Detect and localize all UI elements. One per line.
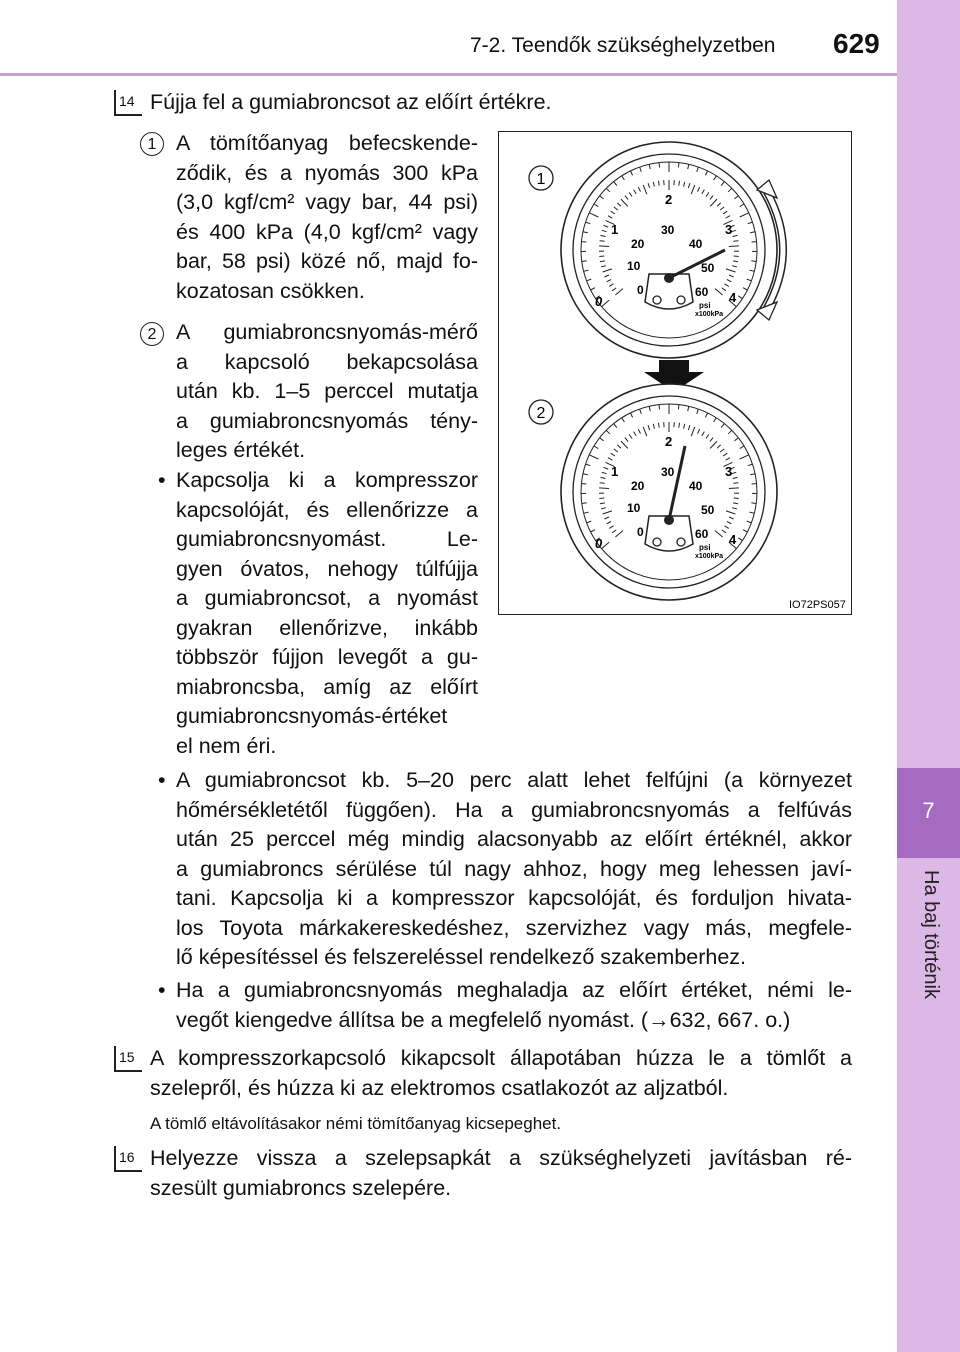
gauge-tick <box>733 483 738 484</box>
gauge-label: 3 <box>725 464 733 479</box>
gauge-tick <box>599 488 609 489</box>
step-14-marker: 14 <box>114 90 142 116</box>
section-title: 7-2. Teendők szükséghelyzetben <box>470 34 776 57</box>
gauge-label: 0 <box>595 294 603 309</box>
gauge-label: 50 <box>701 261 715 275</box>
gauge-tick <box>599 246 609 247</box>
item-1-text <box>176 129 478 306</box>
gauge-label: 4 <box>729 290 737 305</box>
gauge-label: 0 <box>637 525 644 539</box>
bullet-2-line: után 25 perccel még mindig alacsonyabb az előírt értéknél, akkor <box>176 827 852 851</box>
gauge-tick <box>659 423 660 428</box>
bullet-2-line: a gumiabroncs sérülése túl nagy ahhoz, hogy meg lehessen javí- <box>176 856 852 881</box>
gauge-label: 10 <box>627 259 641 273</box>
bullet-1-line: gyen óvatos, nehogy túlfújja <box>176 556 478 581</box>
gauge-label: 1 <box>611 464 619 479</box>
step-15-line: szelepről, és húzza ki az elektromos csatlakozót az aljzatból. <box>150 1075 729 1100</box>
step-15-note: A tömlő eltávolításakor némi tömítőanyag kicsepeghet. <box>150 1114 562 1133</box>
header-rule <box>0 73 897 76</box>
gauge-label: 60 <box>695 527 709 541</box>
step-14-title: Fújja fel a gumiabroncsot az előírt értékre. <box>150 90 552 114</box>
unit-kpa: x100kPa <box>695 311 724 318</box>
gauge-label: 50 <box>701 503 715 517</box>
item-1-line: bar, 58 psi) közé nő, majd fo- <box>176 249 478 273</box>
bullet-3-text <box>176 976 852 1035</box>
gauge-tick <box>659 163 660 168</box>
bullet-1-line: kapcsolóját, és ellenőrizze a <box>176 497 478 522</box>
chapter-title-tab <box>910 870 950 1020</box>
bullet-1-line: Kapcsolja ki a kompresszor <box>176 468 478 492</box>
step-16-marker: 16 <box>114 1146 142 1172</box>
item-2-text <box>176 318 478 466</box>
bullet-1-line: gyakran ellenőrizve, inkább <box>176 615 478 640</box>
bullet-1-line: miabroncsba, amíg az előírt <box>176 674 478 699</box>
gauge-tick <box>733 241 738 242</box>
callout-2: 2 <box>536 405 546 422</box>
gauge-tick <box>734 498 739 499</box>
chapter-number-tab <box>897 768 960 858</box>
gauge-label: 20 <box>631 479 645 493</box>
gauge-label: 3 <box>725 222 733 237</box>
gauge-tick <box>599 498 604 499</box>
gauge-label: 40 <box>689 237 703 251</box>
chapter-title: Ha baj történik <box>920 870 942 999</box>
gauge-label: 60 <box>695 285 709 299</box>
bullet-2-line: los Toyota márkakereskedéshez, szervizhez vagy más, megfele- <box>176 915 852 940</box>
step-15-marker: 15 <box>114 1046 142 1072</box>
figure-code: IO72PS057 <box>789 599 846 611</box>
gauge-1 <box>561 142 777 358</box>
gauge-tick <box>659 405 660 410</box>
item-2-marker: 2 <box>140 322 164 346</box>
item-1-marker: 1 <box>140 132 164 156</box>
unit-psi: psi <box>699 543 711 552</box>
step-15-text <box>150 1044 852 1103</box>
item-1-line: kozatosan csökken. <box>176 278 365 303</box>
gauge-illustration <box>499 132 850 613</box>
gauge-tick <box>734 256 739 257</box>
gauge-tick <box>600 483 605 484</box>
bullet-1-line: gumiabroncsnyomás-értéket <box>176 704 448 728</box>
gauge-tick <box>751 503 756 504</box>
bullet-2-line: A gumiabroncsot kb. 5–20 perc alatt lehet felfújni (a környezet <box>176 768 852 792</box>
item-1-line: (3,0 kgf/cm² vagy bar, 44 psi) <box>176 190 478 214</box>
gauge-tick <box>678 163 679 168</box>
gauge-tick <box>678 405 679 410</box>
gauge-tick <box>600 241 605 242</box>
bullet-1-line: gumiabroncsnyomást. Le- <box>176 527 478 551</box>
gauge-label: 30 <box>661 465 675 479</box>
gauge-tick <box>679 423 680 428</box>
gauge-label: 4 <box>729 532 737 547</box>
item-2-line: után kb. 1–5 perccel mutatja <box>176 379 478 403</box>
gauge-2 <box>561 384 777 600</box>
gauge-label: 2 <box>665 434 673 449</box>
unit-psi: psi <box>699 301 711 310</box>
gauge-tick <box>679 181 680 186</box>
callout-1: 1 <box>536 171 546 188</box>
bullet-1-line: a gumiabroncsot, a nyomást <box>176 586 478 610</box>
gauge-tick <box>582 261 587 262</box>
gauge-label: 1 <box>611 222 619 237</box>
bullet-3-line: Ha a gumiabroncsnyomás meghaladja az előírt értéket, némi le- <box>176 978 852 1002</box>
item-2-line: a gumiabroncsnyomás tény- <box>176 408 478 433</box>
gauge-label: 30 <box>661 223 675 237</box>
item-2-line: leges értékét. <box>176 438 306 462</box>
step-16-line: Helyezze vissza a szelepsapkát a szükséghelyzeti javításban ré- <box>150 1146 852 1170</box>
side-tab <box>897 0 960 1352</box>
bullet-1-line: többször fújjon levegőt a gu- <box>176 645 478 669</box>
bullet-3-line: vegőt kiengedve állítsa be a megfelelő nyomást. (→632, 667. o.) <box>176 1007 791 1032</box>
bullet-2-line: tani. Kapcsolja ki a kompresszor kapcsolóját, és forduljon hivata- <box>176 886 852 910</box>
item-1-line: ződik, és a nyomás 300 kPa <box>176 160 478 185</box>
gauge-label: 2 <box>665 192 673 207</box>
gauge-label: 10 <box>627 501 641 515</box>
gauge-tick <box>729 488 739 489</box>
gauge-tick <box>659 181 660 186</box>
bullet-dot: • <box>158 468 166 492</box>
item-2-line: A gumiabroncsnyomás-mérő <box>176 320 478 344</box>
gauge-tick <box>599 256 604 257</box>
bullet-dot: • <box>158 768 166 792</box>
item-1-line: A tömítőanyag befecskende- <box>176 131 478 155</box>
gauge-label: 20 <box>631 237 645 251</box>
bullet-2-line: hőmérsékletétől függően). Ha a gumiabroncsnyomás a felfúvás <box>176 797 852 822</box>
unit-kpa: x100kPa <box>695 553 724 560</box>
bullet-1-line: el nem éri. <box>176 733 277 758</box>
bullet-2-line: lő képesítéssel és felszereléssel rendelkező szakemberhez. <box>176 945 747 969</box>
step-16-line: szesült gumiabroncs szelepére. <box>150 1175 452 1200</box>
item-1-line: és 400 kPa (4,0 kgf/cm² vagy <box>176 219 478 244</box>
gauge-tick <box>582 503 587 504</box>
gauge-label: 40 <box>689 479 703 493</box>
bullet-dot: • <box>158 978 166 1002</box>
bullet-2-text <box>176 766 852 973</box>
page-number: 629 <box>833 28 880 59</box>
chapter-number: 7 <box>922 798 935 823</box>
gauge-tick <box>751 261 756 262</box>
gauge-tick <box>729 246 739 247</box>
gauge-figure <box>498 131 852 615</box>
gauge-label: 0 <box>637 283 644 297</box>
step-15-line: A kompresszorkapcsoló kikapcsolt állapotában húzza le a tömlőt a <box>150 1046 852 1070</box>
bullet-1-text <box>176 466 478 761</box>
gauge-label: 0 <box>595 536 603 551</box>
item-2-line: a kapcsoló bekapcsolása <box>176 349 478 374</box>
step-16-text <box>150 1144 852 1203</box>
